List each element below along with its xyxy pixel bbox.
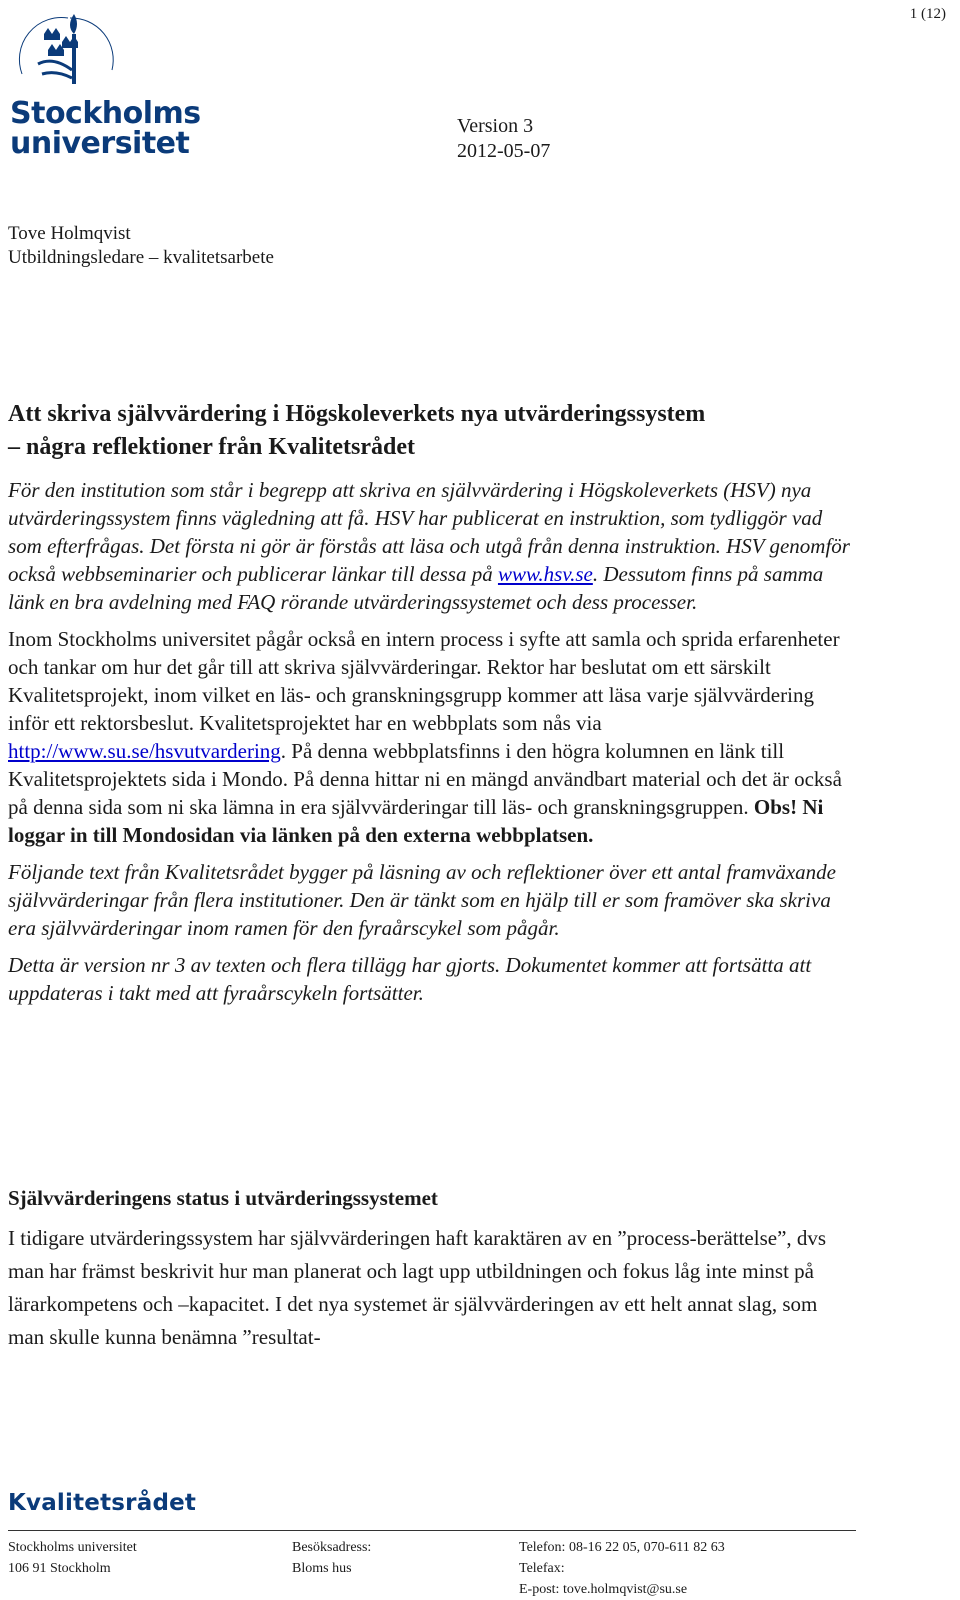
footer-divider <box>8 1530 856 1531</box>
intro-paragraph-2 <box>8 625 856 849</box>
logo-name-line2: universitet <box>10 126 190 161</box>
intro-p2-text-b: . På denna webbplatsfinns i den högra kolumnen en länk till Kvalitetsprojektets sida i Mondo. På denna hittar ni en mängd användbart material och det är också på denna sida som ni ska lämna in era självvärderingar till läs- och granskningsgruppen. <box>8 739 842 819</box>
page-number: 1 (12) <box>909 6 946 22</box>
section-body: I tidigare utvärderingssystem har självvärderingen haft karaktären av en ”process-berättelse”, dvs man har främst beskrivit hur man planerat och lagt upp utbildningen och fokus låg inte minst på lärarkompetens och –kapacitet. I det nya systemet är självvärderingen av ett helt annat slag, som man skulle kunna benämna ”resultat- <box>8 1226 827 1349</box>
footer-visit-label: Besöksadress: <box>292 1540 372 1555</box>
footer-visit-column <box>292 1537 371 1579</box>
footer-contact-column <box>519 1537 725 1600</box>
hsv-link[interactable]: www.hsv.se <box>497 562 593 586</box>
section-heading: Självvärderingens status i utvärderingssystemet <box>8 1186 438 1210</box>
main-content <box>8 398 856 1016</box>
author-name: Tove Holmqvist <box>8 223 131 244</box>
intro-paragraph-1 <box>8 476 856 616</box>
version-label: Version 3 <box>457 115 534 137</box>
university-logo <box>8 4 208 164</box>
footer-logo: Kvalitetsrådet <box>8 1490 197 1516</box>
document-title <box>8 398 856 464</box>
logo-name-line1: Stockholms <box>10 96 201 131</box>
footer-phone: Telefon: 08-16 22 05, 070-611 82 63 <box>519 1540 725 1555</box>
footer-fax: Telefax: <box>519 1561 565 1576</box>
footer-address-column <box>8 1537 137 1579</box>
title-line1: Att skriva självvärdering i Högskoleverkets nya utvärderingssystem <box>8 401 706 427</box>
footer-visit-place: Bloms hus <box>292 1561 352 1576</box>
footer-org: Stockholms universitet <box>8 1540 137 1555</box>
intro-p2-text-a: Inom Stockholms universitet pågår också en intern process i syfte att samla och sprida erfarenheter och tankar om hur det går till att skriva självvärderingar. Rektor har beslutat om ett särskilt Kvalitetsprojekt, inom vilket en läs- och granskningsgrupp kommer att läsa varje självvärdering inför ett rektorsbeslut. Kvalitetsprojektet har en webbplats som nås via <box>8 627 840 735</box>
intro-p1-text-a: För den institution som står i begrepp att skriva en självvärdering i Högskoleverkets (HSV) nya utvärderingssystem finns vägledning att få. HSV har publicerat en instruktion, som tydliggör vad som efterfrågas. Det första ni gör är förstås att läsa och utgå från denna instruktion. HSV genomför också webbseminarier och publicerar länkar till dessa på <box>8 478 850 586</box>
intro-p1-text-b: . Dessutom finns på samma länk en bra avdelning med FAQ rörande utvärderingssystemet och dess processer. <box>8 562 824 614</box>
intro-p2-bold-note: Obs! Ni loggar in till Mondosidan via länken på den externa webbplatsen. <box>8 795 824 847</box>
document-date: 2012-05-07 <box>457 140 551 162</box>
intro-paragraph-3: Följande text från Kvalitetsrådet bygger på läsning av och reflektioner över ett antal framväxande självvärderingar från flera institutioner. Den är tänkt som en hjälp till er som framöver ska skriva era självvärderingar inom ramen för den fyraårscykel som pågår. <box>8 860 836 940</box>
title-line2: – några reflektioner från Kvalitetsrådet <box>8 434 416 460</box>
author-block <box>8 222 274 270</box>
footer-email[interactable]: E-post: tove.holmqvist@su.se <box>519 1582 688 1597</box>
document-version-block <box>457 114 550 164</box>
hsvutvardering-link[interactable]: http://www.su.se/hsvutvardering <box>8 739 281 763</box>
author-role: Utbildningsledare – kvalitetsarbete <box>8 247 274 268</box>
intro-paragraph-4: Detta är version nr 3 av texten och flera tillägg har gjorts. Dokumentet kommer att fortsätta att uppdateras i takt med att fyraårscykeln fortsätter. <box>8 953 812 1005</box>
footer-postal: 106 91 Stockholm <box>8 1561 111 1576</box>
